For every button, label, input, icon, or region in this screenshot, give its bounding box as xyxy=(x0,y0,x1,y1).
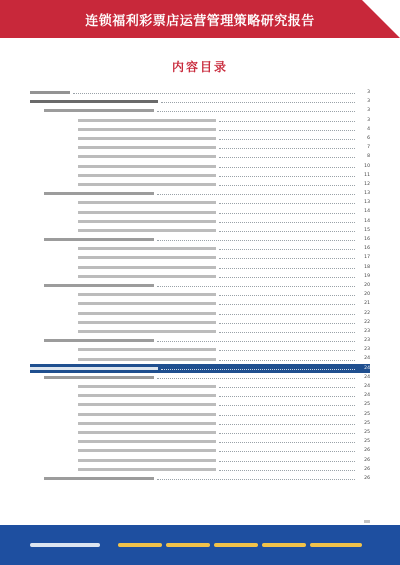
toc-page-number: 24 xyxy=(364,384,370,389)
toc-leader-dots xyxy=(219,433,355,434)
toc-page-number: 18 xyxy=(364,264,370,270)
toc-entry-text xyxy=(78,440,216,443)
toc-entry[interactable] xyxy=(30,125,370,134)
toc-page-number: 24 xyxy=(364,365,370,371)
toc-page-number: 26 xyxy=(364,475,370,481)
toc-page-number: 8 xyxy=(367,154,370,160)
toc-entry-text xyxy=(78,211,216,214)
toc-page-number: 24 xyxy=(364,356,370,362)
toc-entry[interactable] xyxy=(30,281,370,290)
toc-leader-dots xyxy=(219,387,355,388)
toc-entry[interactable] xyxy=(30,354,370,363)
toc-leader-dots xyxy=(219,332,355,333)
toc-entry-text xyxy=(78,266,216,269)
toc-entry-text xyxy=(78,146,216,149)
page-number-mark xyxy=(364,520,370,523)
toc-entry-text xyxy=(78,422,216,425)
toc-page-number: 16 xyxy=(364,246,370,252)
toc-entry[interactable] xyxy=(30,116,370,125)
toc-entry[interactable] xyxy=(30,198,370,207)
report-title: 连锁福利彩票店运营管理策略研究报告 xyxy=(85,13,315,29)
toc-entry[interactable] xyxy=(30,106,370,115)
toc-page-number: 17 xyxy=(364,255,370,261)
toc-page-number: 14 xyxy=(364,209,370,215)
toc-entry-text xyxy=(44,376,154,379)
toc-entry-text xyxy=(78,459,216,462)
toc-leader-dots xyxy=(219,396,355,397)
toc-heading: 内容目录 xyxy=(171,60,228,74)
toc-page-number: 26 xyxy=(364,457,370,463)
toc-leader-dots xyxy=(157,479,355,480)
toc-entry-text xyxy=(78,394,216,397)
toc-entry[interactable] xyxy=(30,88,370,97)
toc-entry-text xyxy=(30,367,158,370)
toc-leader-dots xyxy=(219,121,355,122)
toc-leader-dots xyxy=(219,130,355,131)
toc-page-number: 12 xyxy=(364,181,370,187)
toc-leader-dots xyxy=(157,111,355,112)
toc-page-number: 25 xyxy=(364,439,370,445)
toc-page-number: 25 xyxy=(364,402,370,408)
toc-entry[interactable] xyxy=(30,391,370,400)
toc-leader-dots xyxy=(219,304,355,305)
footer-text-segment xyxy=(310,543,362,547)
toc-entry-text xyxy=(44,477,154,480)
toc-entry[interactable] xyxy=(30,410,370,419)
toc-entry[interactable] xyxy=(30,171,370,180)
toc-entry-text xyxy=(78,201,216,204)
toc-leader-dots xyxy=(219,203,355,204)
toc-entry[interactable] xyxy=(30,309,370,318)
footer-text-segment xyxy=(262,543,306,547)
toc-entry-text xyxy=(44,109,154,112)
toc-page-number: 19 xyxy=(364,273,370,279)
toc-entry[interactable] xyxy=(30,382,370,391)
toc-leader-dots xyxy=(157,240,355,241)
footer-text-segment xyxy=(30,543,100,547)
toc-page xyxy=(30,38,370,525)
footer-banner xyxy=(0,525,400,565)
toc-leader-dots xyxy=(219,415,355,416)
toc-entry[interactable] xyxy=(30,244,370,253)
toc-page-number: 23 xyxy=(364,328,370,334)
toc-leader-dots xyxy=(219,405,355,406)
toc-entry[interactable] xyxy=(30,226,370,235)
toc-leader-dots xyxy=(157,286,355,287)
toc-entry[interactable] xyxy=(30,152,370,161)
toc-entry-text xyxy=(78,275,216,278)
toc-entry[interactable] xyxy=(30,327,370,336)
toc-entry[interactable] xyxy=(30,465,370,474)
toc-entry-text xyxy=(78,385,216,388)
banner-corner xyxy=(362,0,400,38)
toc-entry[interactable] xyxy=(30,253,370,262)
toc-entry-text xyxy=(78,155,216,158)
toc-page-number: 3 xyxy=(367,108,370,114)
toc-entry[interactable] xyxy=(30,456,370,465)
toc-leader-dots xyxy=(219,249,355,250)
toc-entry[interactable] xyxy=(30,437,370,446)
toc-entry[interactable] xyxy=(30,474,370,483)
toc-entry-text xyxy=(78,403,216,406)
toc-page-number: 11 xyxy=(364,172,370,178)
toc-entry[interactable] xyxy=(30,400,370,409)
toc-page-number: 15 xyxy=(364,227,370,233)
toc-leader-dots xyxy=(219,424,355,425)
toc-entry-text xyxy=(78,358,216,361)
toc-entry-text xyxy=(78,431,216,434)
toc-page-number: 25 xyxy=(364,429,370,435)
toc-page-number: 7 xyxy=(367,145,370,151)
toc-entry-text xyxy=(78,119,216,122)
toc-entry-text xyxy=(78,321,216,324)
toc-entry[interactable] xyxy=(30,290,370,299)
toc-leader-dots xyxy=(219,258,355,259)
toc-leader-dots xyxy=(219,222,355,223)
toc-entry[interactable] xyxy=(30,263,370,272)
toc-leader-dots xyxy=(219,167,355,168)
toc-leader-dots xyxy=(219,213,355,214)
toc-leader-dots xyxy=(161,102,355,103)
toc-entry-text xyxy=(78,220,216,223)
toc-entry[interactable] xyxy=(30,318,370,327)
toc-page-number: 24 xyxy=(364,393,370,399)
toc-entry[interactable] xyxy=(30,180,370,189)
toc-entry-text xyxy=(78,348,216,351)
toc-entry-text xyxy=(78,183,216,186)
toc-entry-text xyxy=(78,229,216,232)
toc-leader-dots xyxy=(219,442,355,443)
toc-page-number: 23 xyxy=(364,338,370,344)
toc-leader-dots xyxy=(219,148,355,149)
toc-entry[interactable] xyxy=(30,336,370,345)
toc-leader-dots xyxy=(219,451,355,452)
toc-leader-dots xyxy=(219,461,355,462)
toc-entry[interactable] xyxy=(30,345,370,354)
toc-entry[interactable] xyxy=(30,143,370,152)
toc-entry[interactable] xyxy=(30,207,370,216)
toc-page-number: 21 xyxy=(364,301,370,307)
toc-page-number: 24 xyxy=(364,374,370,380)
toc-entry[interactable] xyxy=(30,299,370,308)
toc-entry-text xyxy=(78,256,216,259)
toc-leader-dots xyxy=(219,185,355,186)
toc-entry-text xyxy=(78,165,216,168)
toc-page-number: 3 xyxy=(367,117,370,123)
toc-entry-text xyxy=(78,468,216,471)
toc-entry-text xyxy=(78,449,216,452)
toc-entry[interactable] xyxy=(30,428,370,437)
toc-entry-text xyxy=(78,174,216,177)
toc-page-number: 25 xyxy=(364,420,370,426)
toc-entry[interactable] xyxy=(30,134,370,143)
toc-page-number: 14 xyxy=(364,218,370,224)
toc-page-number: 22 xyxy=(364,310,370,316)
toc-leader-dots xyxy=(73,93,355,94)
toc-leader-dots xyxy=(219,350,355,351)
toc-page-number: 22 xyxy=(364,319,370,325)
toc-entry[interactable] xyxy=(30,97,370,106)
toc-entry[interactable] xyxy=(30,272,370,281)
toc-entry-text xyxy=(78,137,216,140)
toc-page-number: 26 xyxy=(364,466,370,472)
toc-leader-dots xyxy=(219,277,355,278)
toc-page-number: 10 xyxy=(364,163,370,169)
toc-entry-text xyxy=(44,238,154,241)
toc-entry-text xyxy=(78,312,216,315)
toc-entry[interactable] xyxy=(30,446,370,455)
toc-page-number: 23 xyxy=(364,347,370,353)
toc-leader-dots xyxy=(219,157,355,158)
toc-leader-dots xyxy=(219,323,355,324)
toc-page-number: 20 xyxy=(364,292,370,298)
toc-entry-text xyxy=(30,100,158,103)
toc-leader-dots xyxy=(219,360,355,361)
toc-entry[interactable] xyxy=(30,189,370,198)
toc-leader-dots xyxy=(157,378,355,379)
toc-page-number: 4 xyxy=(367,126,370,132)
toc-entry-text xyxy=(44,339,154,342)
toc-page-number: 26 xyxy=(364,448,370,454)
toc-entry-text xyxy=(44,284,154,287)
toc-entry[interactable] xyxy=(30,162,370,171)
toc-leader-dots xyxy=(157,341,355,342)
toc-leader-dots xyxy=(219,139,355,140)
toc-page-number: 25 xyxy=(364,411,370,417)
footer-text-segment xyxy=(118,543,162,547)
toc-page-number: 3 xyxy=(367,99,370,105)
toc-page-number: 13 xyxy=(364,200,370,206)
toc-entry-text xyxy=(30,91,70,94)
toc-entry-text xyxy=(78,128,216,131)
toc-entry-text xyxy=(78,247,216,250)
toc-entry-text xyxy=(78,413,216,416)
toc-entry[interactable] xyxy=(30,373,370,382)
toc-leader-dots xyxy=(157,194,355,195)
toc-page-number: 3 xyxy=(367,90,370,95)
toc-entry[interactable] xyxy=(30,235,370,244)
toc-leader-dots xyxy=(219,470,355,471)
toc-leader-dots xyxy=(161,369,355,370)
toc-entry-text xyxy=(78,330,216,333)
toc-leader-dots xyxy=(219,295,355,296)
toc-leader-dots xyxy=(219,176,355,177)
toc-entry-text xyxy=(44,192,154,195)
toc-leader-dots xyxy=(219,268,355,269)
toc-entry[interactable] xyxy=(30,217,370,226)
toc-page-number: 6 xyxy=(367,135,370,141)
toc-entry[interactable] xyxy=(30,364,370,373)
header-banner xyxy=(0,0,400,38)
toc-list xyxy=(30,88,370,483)
toc-entry[interactable] xyxy=(30,419,370,428)
toc-entry-text xyxy=(78,302,216,305)
toc-leader-dots xyxy=(219,314,355,315)
footer-text-segment xyxy=(166,543,210,547)
toc-page-number: 20 xyxy=(364,282,370,288)
toc-page-number: 16 xyxy=(364,237,370,242)
toc-leader-dots xyxy=(219,231,355,232)
footer-text-segment xyxy=(214,543,258,547)
toc-entry-text xyxy=(78,293,216,296)
toc-page-number: 13 xyxy=(364,191,370,197)
